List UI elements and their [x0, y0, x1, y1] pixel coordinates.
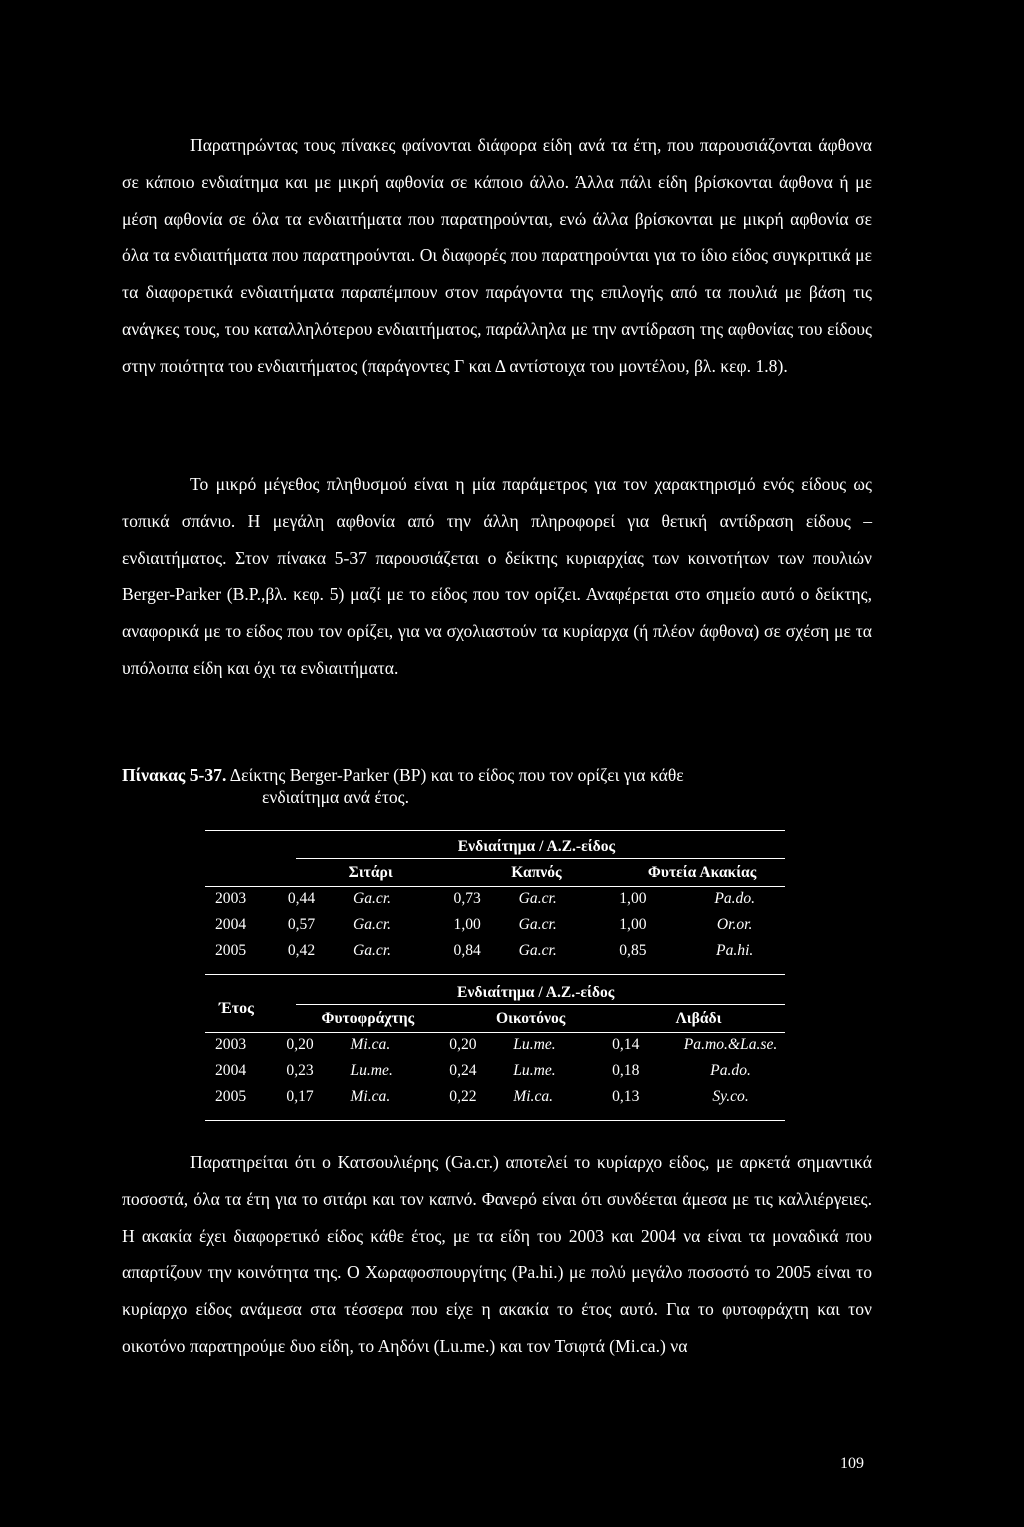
- bp-value: 1,00: [453, 916, 481, 933]
- group-header: Ενδιαίτημα / Α.Ζ.-είδος: [457, 984, 615, 1001]
- bp-value: 0,17: [286, 1088, 314, 1105]
- bp-value: 1,00: [619, 890, 647, 907]
- table-row: [205, 938, 785, 964]
- year-cell: 2005: [215, 1088, 247, 1105]
- species-cell: Mi.ca.: [513, 1088, 554, 1105]
- table-row: [205, 1084, 785, 1110]
- caption-label: Πίνακας 5-37.: [122, 765, 227, 785]
- table-row: [205, 1032, 785, 1058]
- year-cell: 2004: [215, 1062, 247, 1079]
- bp-value: 0,42: [287, 942, 316, 959]
- year-cell: 2003: [215, 890, 247, 907]
- habitat-header: Καπνός: [511, 864, 562, 881]
- paragraph-3: Παρατηρείται ότι ο Κατσουλιέρης (Ga.cr.) αποτελεί το κυρίαρχο είδος, με αρκετά σημαντικά ποσοστά, όλα τα έτη για το σιτάρι και τον καπνό. Φανερό είναι ότι συνδέεται άμεσα με τις καλλιέργειες. Η ακακία έχει διαφορετικό είδος κάθε έτος, με τα είδη του 2003 και 2004 να είναι τα μοναδικά που απαρτίζουν την κοινότητα της. Ο Χωραφοσπουργίτης (Pa.hi.) με πολύ μεγάλο ποσοστό το 2005 είναι το κυρίαρχο είδος ανάμεσα στα τέσσερα που είχε η ακακία το έτος αυτό. Για το φυτοφράχτη και τον οικοτόνο παρατηρούμε δυο είδη, το Αηδόνι (Lu.me.) και τον Τσιφτά (Mi.ca.) να: [122, 1152, 872, 1356]
- habitat-header: Φυτοφράχτης: [321, 1010, 415, 1027]
- species-cell: Ga.cr.: [352, 890, 392, 907]
- table-block-2: [205, 980, 785, 1110]
- species-cell: Mi.ca.: [350, 1036, 391, 1053]
- bp-value: 0,84: [453, 942, 481, 959]
- species-cell: Pa.hi.: [716, 942, 754, 959]
- year-cell: 2003: [215, 1036, 247, 1053]
- species-cell: Lu.me.: [350, 1062, 393, 1079]
- bp-value: 0,73: [453, 890, 481, 907]
- species-cell: Or.or.: [716, 916, 753, 933]
- table-top-rule: [205, 830, 785, 831]
- species-cell: Ga.cr.: [352, 942, 392, 959]
- species-cell: Mi.ca.: [350, 1088, 391, 1105]
- bp-value: 0,24: [449, 1062, 477, 1079]
- table-row: [205, 886, 785, 912]
- table-block-1: [205, 834, 785, 964]
- species-cell: Lu.me.: [513, 1036, 556, 1053]
- bp-value: 1,00: [619, 916, 647, 933]
- bp-value: 0,23: [286, 1062, 314, 1079]
- year-column-label: Έτος: [219, 1000, 254, 1017]
- table-row: [205, 1058, 785, 1084]
- year-cell: 2005: [215, 942, 247, 959]
- block1-bottom-rule: [205, 974, 785, 975]
- caption-line2: ενδιαίτημα ανά έτος.: [262, 787, 410, 807]
- species-cell: Pa.do.: [714, 890, 756, 907]
- bp-value: 0,13: [612, 1088, 640, 1105]
- group-header: Ενδιαίτημα / Α.Ζ.-είδος: [457, 838, 616, 855]
- species-cell: Lu.me.: [513, 1062, 556, 1079]
- habitat-header: Οικοτόνος: [496, 1010, 566, 1027]
- table-caption: [122, 764, 872, 808]
- habitat-header: Σιτάρι: [348, 864, 393, 881]
- species-cell: Pa.mo.&La.se.: [683, 1036, 778, 1053]
- bp-value: 0,20: [286, 1036, 314, 1053]
- habitat-header: Φυτεία Ακακίας: [647, 864, 757, 881]
- species-cell: Ga.cr.: [518, 942, 557, 959]
- year-cell: 2004: [215, 916, 247, 933]
- page-number: 109: [840, 1455, 864, 1472]
- bp-value: 0,44: [287, 890, 316, 907]
- species-cell: Sy.co.: [712, 1088, 749, 1105]
- species-cell: Ga.cr.: [518, 916, 557, 933]
- table-row: [205, 912, 785, 938]
- bp-value: 0,20: [449, 1036, 477, 1053]
- species-cell: Ga.cr.: [518, 890, 557, 907]
- bp-value: 0,14: [612, 1036, 640, 1053]
- bp-value: 0,18: [612, 1062, 640, 1079]
- habitat-header: Λιβάδι: [675, 1010, 722, 1027]
- caption-line1: Δείκτης Berger-Parker (ΒΡ) και το είδος που τον ορίζει για κάθε: [226, 765, 684, 785]
- species-cell: Ga.cr.: [352, 916, 392, 933]
- paragraph-1: Παρατηρώντας τους πίνακες φαίνονται διάφορα είδη ανά τα έτη, που παρουσιάζονται άφθονα σε κάποιο ενδιαίτημα και με μικρή αφθονία σε κάποιο άλλο. Άλλα πάλι είδη βρίσκονται άφθονα ή με μέση αφθονία σε όλα τα ενδιαιτήματα που παρατηρούνται, ενώ άλλα βρίσκονται με μικρή αφθονία σε όλα τα ενδιαιτήματα που παρατηρούνται. Οι διαφορές που παρατηρούνται για το ίδιο είδος συγκριτικά με τα διαφορετικά ενδιαιτήματα παραπέμπουν στον παράγοντα της επιλογής από τα πουλιά με βάση τις ανάγκες τους, του καταλληλότερου ενδιαιτήματος, παράλληλα με την αντίδραση της αφθονίας του είδους στην ποιότητα του ενδιαιτήματος (παράγοντες Γ και Δ αντίστοιχα του μοντέλου, βλ. κεφ. 1.8).: [122, 135, 872, 376]
- paragraph-2: Το μικρό μέγεθος πληθυσμού είναι η μία παράμετρος για τον χαρακτηρισμό ενός είδους ως τοπικά σπάνιο. Η μεγάλη αφθονία από την άλλη πληροφορεί για θετική αντίδραση είδους – ενδιαιτήματος. Στον πίνακα 5-37 παρουσιάζεται ο δείκτης κυριαρχίας των κοινοτήτων των πουλιών Berger-Parker (B.P.,βλ. κεφ. 5) μαζί με το είδος που τον ορίζει. Αναφέρεται στο σημείο αυτό ο δείκτης, αναφορικά με το είδος που τον ορίζει, για να σχολιαστούν τα κυρίαρχα (ή πλέον άφθονα) σε σχέση με τα υπόλοιπα είδη και όχι τα ενδιαιτήματα.: [122, 474, 872, 678]
- bp-value: 0,57: [287, 916, 316, 933]
- table-bottom-rule: [205, 1120, 785, 1121]
- bp-value: 0,85: [619, 942, 647, 959]
- species-cell: Pa.do.: [710, 1062, 751, 1079]
- bp-value: 0,22: [449, 1088, 477, 1105]
